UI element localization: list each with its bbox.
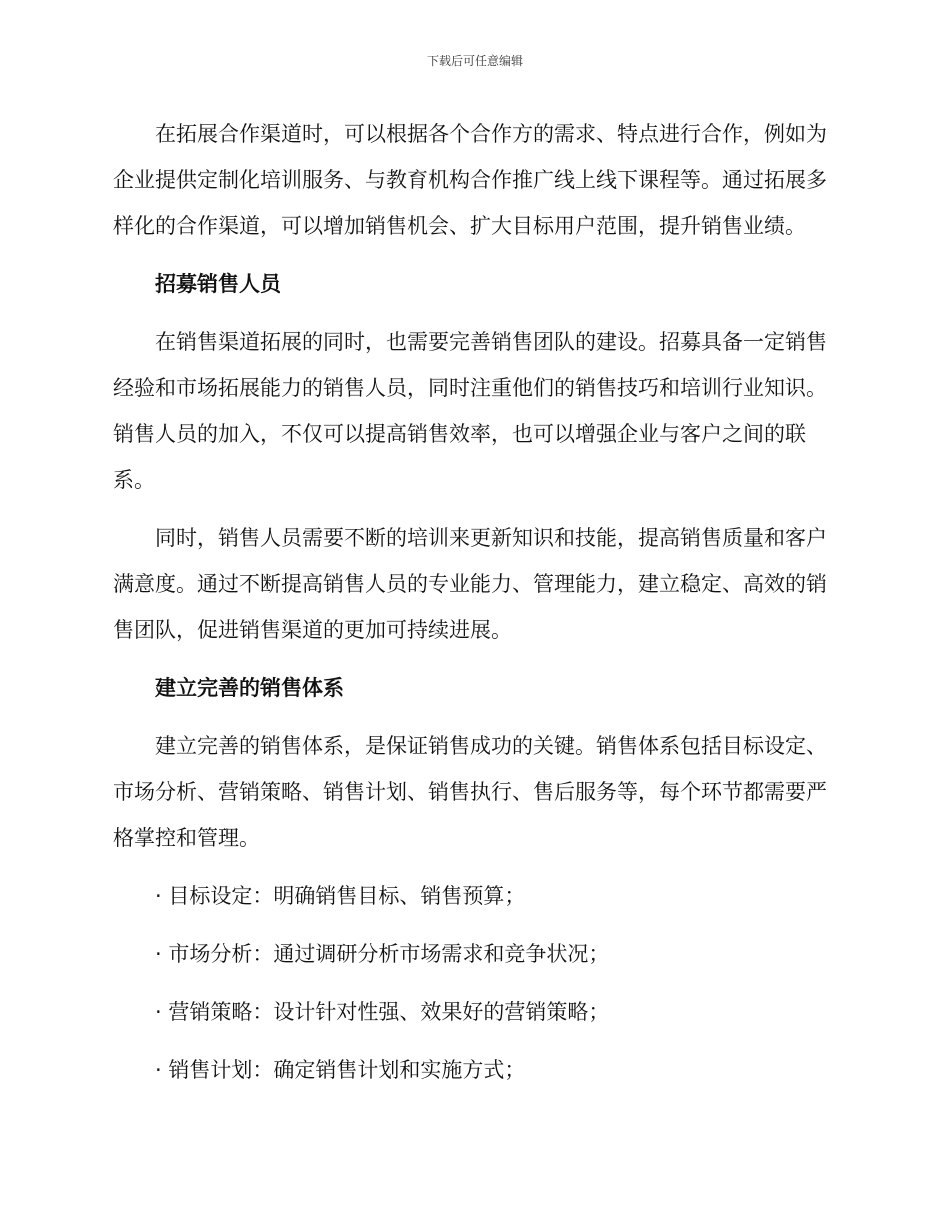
paragraph-cooperation-channels: 在拓展合作渠道时，可以根据各个合作方的需求、特点进行合作，例如为企业提供定制化培训服务、与教育机构合作推广线上线下课程等。通过拓展多样化的合作渠道，可以增加销售机会、扩大目标用户范围，提升销售业绩。 bbox=[113, 122, 827, 238]
paragraph-sales-team: 在销售渠道拓展的同时，也需要完善销售团队的建设。招募具备一定销售经验和市场拓展能力的销售人员，同时注重他们的销售技巧和培训行业知识。销售人员的加入，不仅可以提高销售效率，也可以增强企业与客户之间的联系。 bbox=[113, 330, 827, 492]
list-item-sales-plan: · 销售计划：确定销售计划和实施方式； bbox=[155, 1058, 526, 1082]
paragraph-sales-training: 同时，销售人员需要不断的培训来更新知识和技能，提高销售质量和客户满意度。通过不断提高销售人员的专业能力、管理能力，建立稳定、高效的销售团队，促进销售渠道的更加可持续进展。 bbox=[113, 526, 827, 642]
paragraph-sales-system: 建立完善的销售体系，是保证销售成功的关键。销售体系包括目标设定、市场分析、营销策略、销售计划、销售执行、售后服务等，每个环节都需要严格掌控和管理。 bbox=[113, 734, 827, 850]
section-heading-sales-system: 建立完善的销售体系 bbox=[155, 676, 344, 700]
header-note: 下载后可任意编辑 bbox=[426, 54, 523, 68]
list-item-target-setting: · 目标设定：明确销售目标、销售预算； bbox=[155, 884, 526, 908]
list-item-market-analysis: · 市场分析：通过调研分析市场需求和竞争状况； bbox=[155, 942, 610, 966]
document-body bbox=[113, 111, 835, 1105]
list-item-marketing-strategy: · 营销策略：设计针对性强、效果好的营销策略； bbox=[155, 1000, 610, 1024]
section-heading-recruit-sales: 招募销售人员 bbox=[155, 272, 281, 296]
